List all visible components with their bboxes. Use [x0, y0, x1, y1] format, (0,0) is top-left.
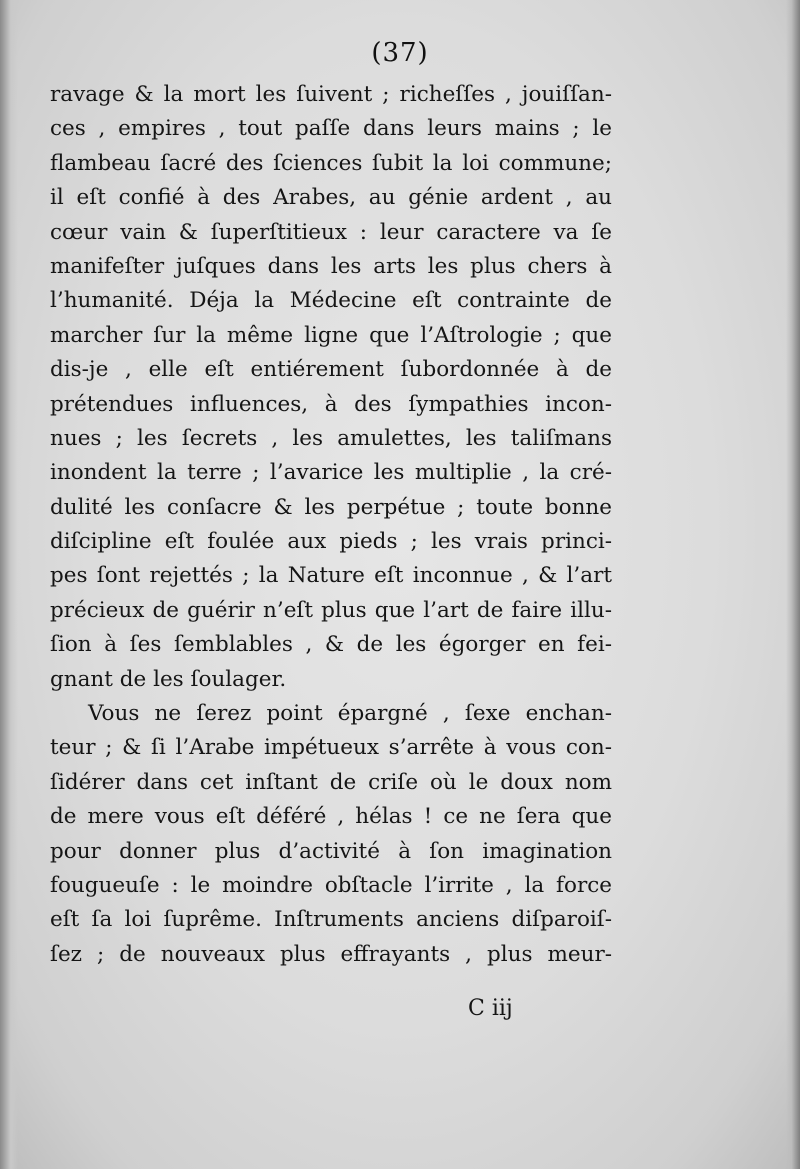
text-line: teur ; & ſi l’Arabe impétueux s’arrête à vous con- — [50, 735, 612, 761]
body-text — [50, 78, 612, 972]
text-line: manifeſter juſques dans les arts les plus chers à — [50, 253, 612, 279]
text-line: pes ſont rejettés ; la Nature eſt inconnue , & l’art — [50, 563, 612, 589]
text-line: ces , empires , tout paſſe dans leurs mains ; le — [50, 116, 612, 142]
text-line: précieux de guérir n’eſt plus que l’art de faire illu- — [50, 597, 612, 623]
text-line: ſez ; de nouveaux plus effrayants , plus meur- — [50, 941, 612, 967]
text-line: cœur vain & ſuperſtitieux : leur caractere va ſe — [50, 219, 612, 245]
signature-mark: C iij — [468, 996, 513, 1021]
text-line: ſidérer dans cet inſtant de criſe où le doux nom — [50, 769, 612, 795]
paragraph — [50, 697, 612, 972]
text-line: flambeau ſacré des ſciences ſubit la loi commune; — [50, 150, 612, 176]
text-line: nues ; les ſecrets , les amulettes, les taliſmans — [50, 425, 612, 451]
text-line: il eſt confié à des Arabes, au génie ardent , au — [50, 185, 612, 211]
text-line: ſion à ſes ſemblables , & de les égorger en fei- — [50, 632, 612, 658]
page-number: (37) — [371, 38, 429, 68]
text-line: eſt ſa loi ſuprême. Inſtruments anciens diſparoiſ- — [50, 907, 612, 933]
text-line: pour donner plus d’activité à ſon imagination — [50, 838, 612, 864]
text-line: prétendues influences, à des ſympathies incon- — [50, 391, 612, 417]
text-line: fougueuſe : le moindre obſtacle l’irrite , la force — [50, 872, 612, 898]
text-line: inondent la terre ; l’avarice les multiplie , la cré- — [50, 460, 612, 486]
text-line: marcher ſur la même ligne que l’Aſtrologie ; que — [50, 322, 612, 348]
text-line: dulité les conſacre & les perpétue ; toute bonne — [50, 494, 612, 520]
text-line: dis-je , elle eſt entiérement ſubordonnée à de — [50, 357, 612, 383]
text-line: diſcipline eſt foulée aux pieds ; les vrais princi- — [50, 529, 612, 555]
text-line: ravage & la mort les ſuivent ; richeſſes , jouiſſan- — [50, 82, 612, 107]
paragraph — [50, 78, 612, 697]
text-line: l’humanité. Déja la Médecine eſt contrainte de — [50, 288, 612, 314]
text-line: gnant de les ſoulager. — [50, 666, 287, 692]
text-line: Vous ne ſerez point épargné , ſexe enchan- — [88, 701, 612, 727]
text-line: de mere vous eſt déféré , hélas ! ce ne ſera que — [50, 804, 612, 830]
